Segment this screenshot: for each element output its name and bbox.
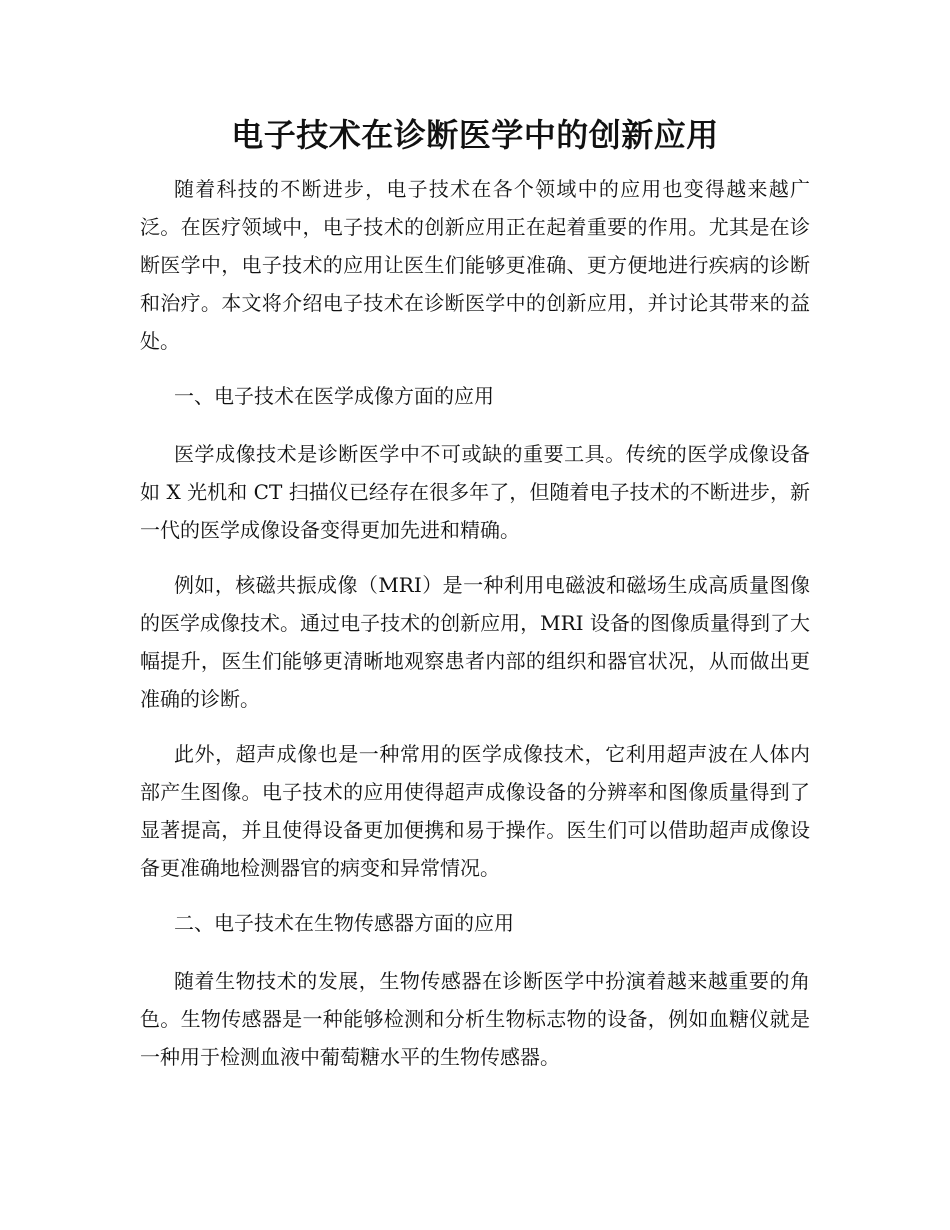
paragraph-imaging-overview: 医学成像技术是诊断医学中不可或缺的重要工具。传统的医学成像设备如 X 光机和 CT 扫描仪已经存在很多年了，但随着电子技术的不断进步，新一代的医学成像设备变得更加先进和精确。 bbox=[140, 442, 810, 542]
section-heading-biosensors: 二、电子技术在生物传感器方面的应用 bbox=[174, 911, 514, 935]
paragraph-mri: 例如，核磁共振成像（MRI）是一种利用电磁波和磁场生成高质量图像的医学成像技术。通过电子技术的创新应用，MRI 设备的图像质量得到了大幅提升，医生们能够更清晰地观察患者内部的组织和器官状况，从而做出更准确的诊断。 bbox=[140, 573, 810, 711]
document-body bbox=[140, 110, 810, 1093]
paragraph-biosensors: 随着生物技术的发展，生物传感器在诊断医学中扮演着越来越重要的角色。生物传感器是一种能够检测和分析生物标志物的设备，例如血糖仪就是一种用于检测血液中葡萄糖水平的生物传感器。 bbox=[140, 969, 810, 1069]
section-heading-imaging: 一、电子技术在医学成像方面的应用 bbox=[174, 384, 494, 408]
document-title: 电子技术在诊断医学中的创新应用 bbox=[231, 116, 719, 154]
paragraph-ultrasound: 此外，超声成像也是一种常用的医学成像技术，它利用超声波在人体内部产生图像。电子技术的应用使得超声成像设备的分辨率和图像质量得到了显著提高，并且使得设备更加便携和易于操作。医生们可以借助超声成像设备更准确地检测器官的病变和异常情况。 bbox=[140, 742, 810, 880]
intro-paragraph: 随着科技的不断进步，电子技术在各个领域中的应用也变得越来越广泛。在医疗领域中，电子技术的创新应用正在起着重要的作用。尤其是在诊断医学中，电子技术的应用让医生们能够更准确、更方便地进行疾病的诊断和治疗。本文将介绍电子技术在诊断医学中的创新应用，并讨论其带来的益处。 bbox=[140, 177, 810, 353]
